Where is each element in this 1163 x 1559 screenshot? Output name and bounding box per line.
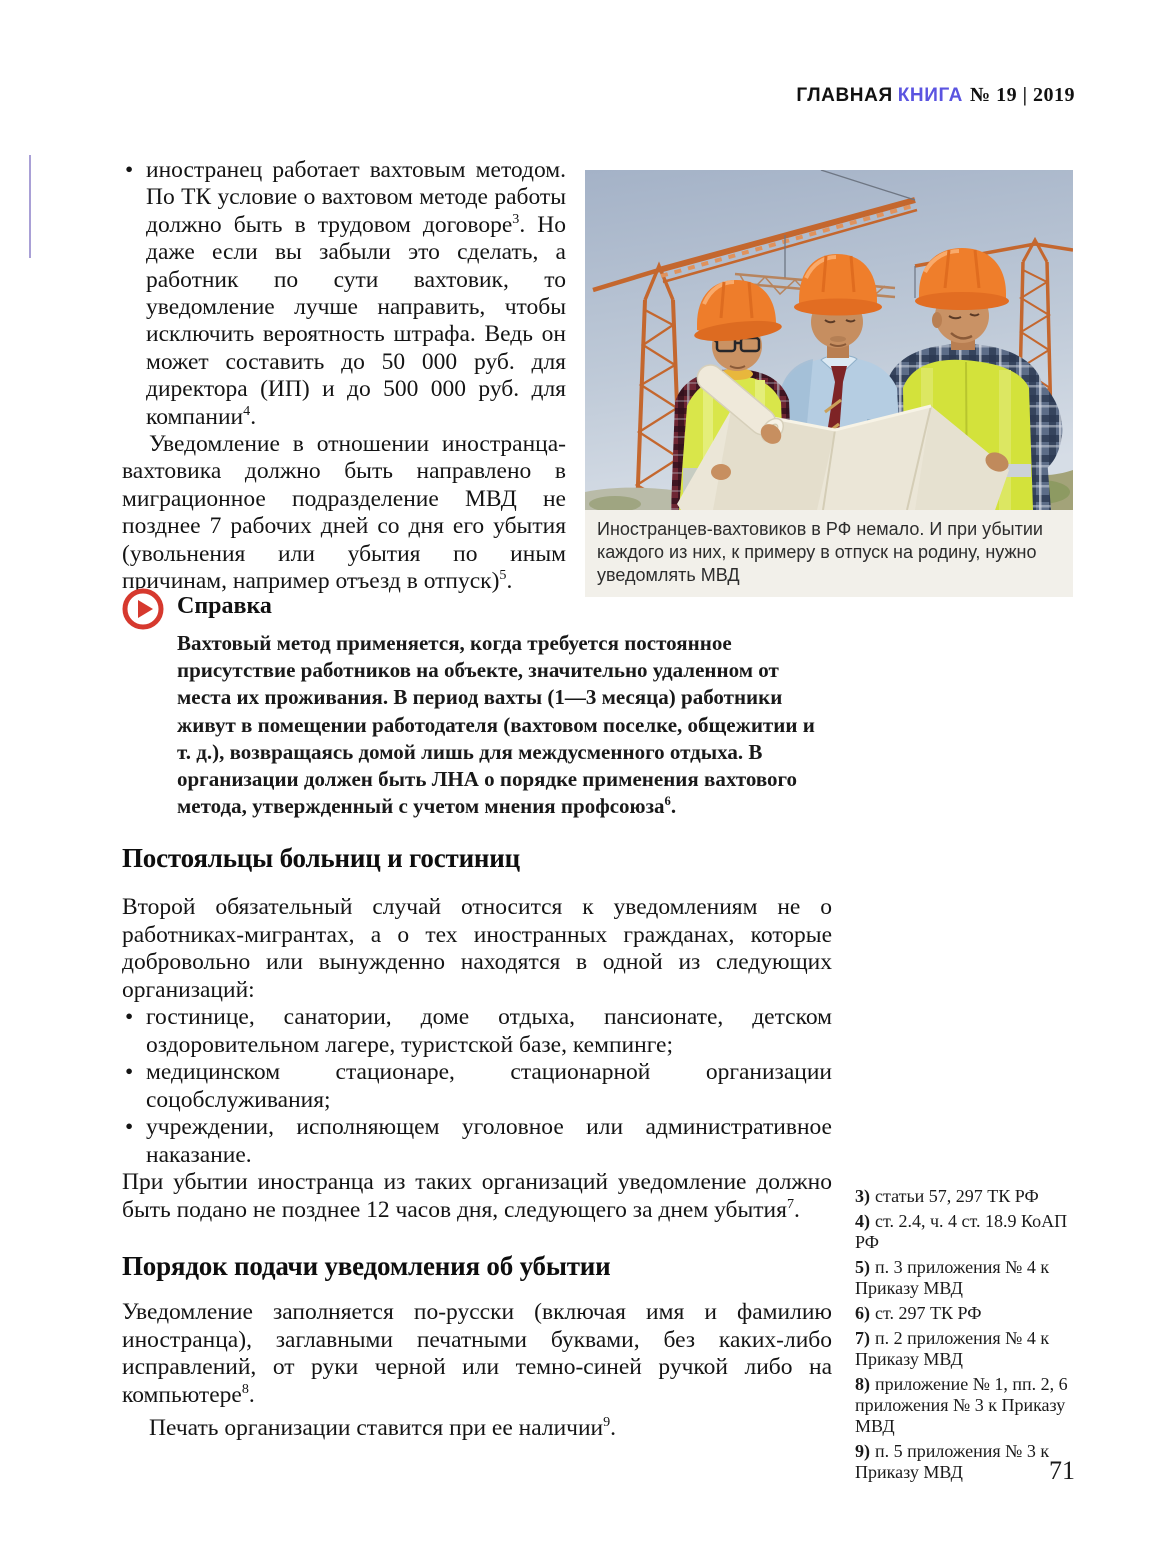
issue-number: № 19 | 2019 bbox=[969, 84, 1075, 106]
footnote: 4) ст. 2.4, ч. 4 ст. 18.9 КоАП РФ bbox=[855, 1211, 1068, 1252]
intro-column bbox=[122, 157, 566, 596]
section-guests bbox=[122, 894, 832, 1224]
spravka-box bbox=[177, 593, 827, 820]
spravka-text: Вахтовый метод применяется, когда требуется постоянное присутствие работников на объекте, значительно удаленном от места их проживания. В период вахты (1—3 месяца) работники живут в помещении работодателя (вахтовом поселке, общежитии и т. д.), возвращаясь домой лишь для междусменного отдыха. В организации должен быть ЛНА о порядке применения вахтового метода, утвержденный с учетом мнения профсоюза$^6$. bbox=[177, 631, 815, 819]
paragraph: Печать организации ставится при ее наличии$^9$. bbox=[149, 1414, 617, 1441]
spravka-title: Справка bbox=[177, 593, 272, 619]
footnotes bbox=[855, 1186, 1073, 1487]
list-item: • учреждении, исполняющем уголовное или административное наказание. bbox=[122, 1114, 832, 1169]
footnote: 8) приложение № 1, пп. 2, 6 приложения № 3 к Приказу МВД bbox=[855, 1374, 1068, 1436]
brand-kniga: КНИГА bbox=[897, 85, 963, 106]
construction-photo-illustration bbox=[585, 170, 1073, 510]
intro-paragraph: Уведомление в отношении иностранца-вахтовика должно быть направлено в миграционное подразделение МВД не позднее 7 рабочих дней со дня его убытия (увольнения или убытия по иным причинам, например отъезд в отпуск)$^5$. bbox=[122, 431, 566, 595]
footnote: 6) ст. 297 ТК РФ bbox=[855, 1303, 982, 1323]
photo-caption: Иностранцев-вахтовиков в РФ немало. И при убытии каждого из них, к примеру в отпуск на родину, нужно уведомлять МВД bbox=[585, 510, 1073, 597]
construction-photo bbox=[585, 170, 1073, 510]
section-procedure bbox=[122, 1299, 832, 1443]
footnote: 3) статьи 57, 297 ТК РФ bbox=[855, 1186, 1039, 1206]
footnote: 7) п. 2 приложения № 4 к Приказу МВД bbox=[855, 1328, 1050, 1369]
footnote: 9) п. 5 приложения № 3 к Приказу МВД bbox=[855, 1441, 1050, 1482]
list-item: • медицинском стационаре, стационарной организации соцобслуживания; bbox=[122, 1059, 832, 1114]
margin-rule bbox=[29, 155, 31, 258]
section-heading-guests: Постояльцы больниц и гостиниц bbox=[122, 843, 521, 873]
page-number: 71 bbox=[1049, 1456, 1075, 1485]
brand-glavnaya: ГЛАВНАЯ bbox=[796, 85, 893, 106]
paragraph: Уведомление заполняется по-русски (включая имя и фамилию иностранца), заглавными печатными буквами, без каких-либо исправлений, от руки черной или темно-синей ручкой либо на компьютере$^8$. bbox=[122, 1299, 832, 1408]
footnote: 5) п. 3 приложения № 4 к Приказу МВД bbox=[855, 1257, 1050, 1298]
section-heading-procedure: Порядок подачи уведомления об убытии bbox=[122, 1251, 611, 1281]
intro-bullet-item: • иностранец работает вахтовым методом. По ТК условие о вахтовом методе работы должно быть в трудовом договоре$^3$. Но даже если вы забыли это сделать, а работник по сути вахтовик, то уведомление лучше направить, чтобы исключить вероятность штрафа. Ведь он может составить до 50 000 руб. для директора (ИП) и до 500 000 руб. для компании$^4$. bbox=[122, 157, 566, 431]
page-header bbox=[796, 84, 1075, 107]
paragraph: Второй обязательный случай относится к уведомлениям не о работниках-мигрантах, а о тех иностранных гражданах, которые добровольно или вынужденно находятся в одной из следующих организаций: bbox=[122, 894, 832, 1003]
list-item: • гостинице, санатории, доме отдыха, пансионате, детском оздоровительном лагере, туристской базе, кемпинге; bbox=[122, 1004, 832, 1059]
paragraph: При убытии иностранца из таких организаций уведомление должно быть подано не позднее 12 часов дня, следующего за днем убытия$^7$. bbox=[122, 1169, 832, 1223]
play-icon bbox=[122, 588, 164, 630]
